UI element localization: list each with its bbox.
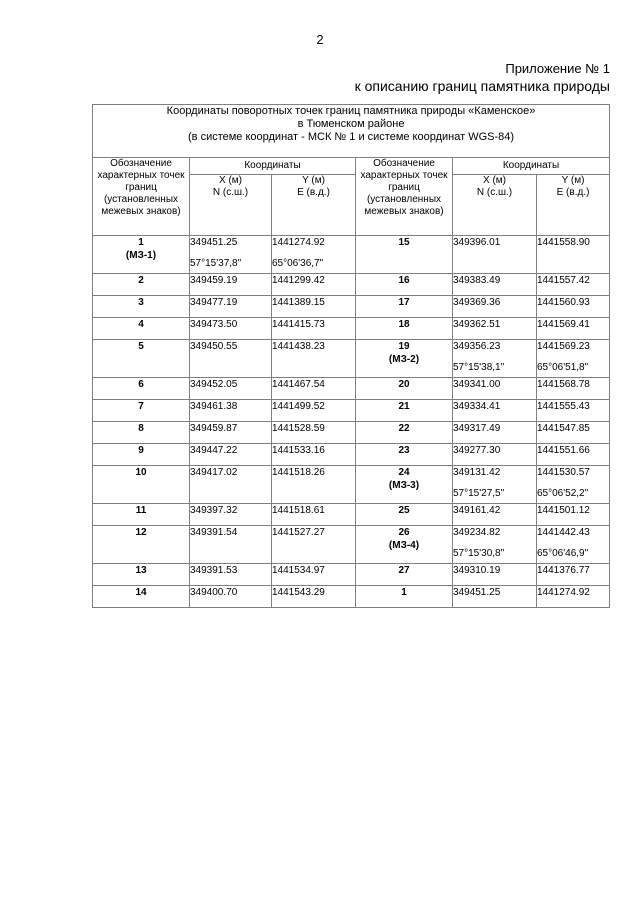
x-value-right — [453, 466, 537, 504]
point-id-right — [356, 504, 453, 526]
table-row — [93, 340, 610, 378]
y-value-right — [537, 526, 610, 564]
marker-label: (МЗ-3) — [388, 480, 420, 491]
y-value-left — [272, 564, 356, 586]
table-row — [93, 422, 610, 444]
point-number: 25 — [398, 505, 410, 516]
point-id-right — [356, 236, 453, 274]
y-coordinate: 1441534.97 — [272, 565, 325, 576]
point-number: 2 — [138, 275, 144, 286]
point-number: 5 — [138, 341, 144, 352]
table-row — [93, 504, 610, 526]
point-number: 19 — [398, 341, 410, 352]
y-value-right — [537, 378, 610, 400]
longitude: 65°06'51,8" — [537, 362, 589, 373]
y-coordinate: 1441499.52 — [272, 401, 325, 412]
point-id-right — [356, 564, 453, 586]
point-id-left — [93, 400, 190, 422]
x-value-right — [453, 318, 537, 340]
x-coordinate: 349477.19 — [190, 297, 238, 308]
point-number: 11 — [135, 505, 147, 516]
table-row — [93, 400, 610, 422]
x-coordinate: 349447.22 — [190, 445, 238, 456]
y-value-right — [537, 296, 610, 318]
x-coordinate: 349391.53 — [190, 565, 238, 576]
header-x-sub: N (с.ш.) — [476, 187, 513, 198]
header-coords-left: Координаты — [190, 158, 356, 175]
x-coordinate: 349452.05 — [190, 379, 238, 390]
x-value-left — [190, 274, 272, 296]
point-number: 7 — [138, 401, 144, 412]
x-value-right — [453, 400, 537, 422]
point-id-right — [356, 444, 453, 466]
header-x-label: X (м) — [483, 175, 506, 186]
y-coordinate: 1441415.73 — [272, 319, 325, 330]
x-value-left — [190, 444, 272, 466]
y-coordinate: 1441518.61 — [272, 505, 325, 516]
point-id-left — [93, 236, 190, 274]
y-value-left — [272, 444, 356, 466]
y-value-right — [537, 318, 610, 340]
header-y-right — [537, 175, 610, 236]
point-number: 18 — [398, 319, 410, 330]
x-value-left — [190, 586, 272, 608]
x-coordinate: 349161.42 — [453, 505, 501, 516]
header-point-left: Обозначение характерных точек границ (установленных межевых знаков) — [93, 158, 190, 236]
x-coordinate: 349473.50 — [190, 319, 238, 330]
point-id-left — [93, 318, 190, 340]
table-row — [93, 236, 610, 274]
x-coordinate: 349397.32 — [190, 505, 238, 516]
y-value-right — [537, 504, 610, 526]
table-row — [93, 296, 610, 318]
longitude: 65°06'46,9" — [537, 548, 589, 559]
point-number: 13 — [135, 565, 147, 576]
point-id-right — [356, 466, 453, 504]
x-coordinate: 349461.38 — [190, 401, 238, 412]
y-coordinate: 1441389.15 — [272, 297, 325, 308]
y-value-right — [537, 274, 610, 296]
point-id-left — [93, 466, 190, 504]
header-x-left — [190, 175, 272, 236]
x-coordinate: 349362.51 — [453, 319, 501, 330]
x-value-right — [453, 564, 537, 586]
header-x-right — [453, 175, 537, 236]
y-coordinate: 1441501.12 — [537, 505, 590, 516]
point-id-right — [356, 340, 453, 378]
y-coordinate: 1441557.42 — [537, 275, 590, 286]
point-number: 12 — [135, 527, 147, 538]
point-id-right — [356, 318, 453, 340]
point-id-right — [356, 296, 453, 318]
y-coordinate: 1441299.42 — [272, 275, 325, 286]
table-row — [93, 318, 610, 340]
marker-label: (МЗ-1) — [125, 250, 157, 261]
x-value-left — [190, 400, 272, 422]
x-coordinate: 349451.25 — [190, 237, 238, 248]
x-value-left — [190, 422, 272, 444]
x-value-right — [453, 586, 537, 608]
y-value-right — [537, 422, 610, 444]
longitude: 65°06'52,2" — [537, 488, 589, 499]
x-coordinate: 349369.36 — [453, 297, 501, 308]
x-coordinate: 349310.19 — [453, 565, 501, 576]
point-id-left — [93, 504, 190, 526]
y-value-left — [272, 400, 356, 422]
x-coordinate: 349234.82 — [453, 527, 501, 538]
y-value-right — [537, 586, 610, 608]
y-value-left — [272, 274, 356, 296]
point-number: 15 — [398, 237, 410, 248]
y-value-right — [537, 400, 610, 422]
y-coordinate: 1441274.92 — [537, 587, 590, 598]
x-coordinate: 349356.23 — [453, 341, 501, 352]
point-number: 17 — [398, 297, 410, 308]
x-value-left — [190, 378, 272, 400]
table-row — [93, 274, 610, 296]
point-id-left — [93, 586, 190, 608]
latitude: 57°15'27,5" — [453, 488, 505, 499]
x-value-left — [190, 296, 272, 318]
point-id-left — [93, 564, 190, 586]
caption-line-2: в Тюменском районе — [297, 118, 405, 130]
y-value-right — [537, 236, 610, 274]
appendix-header — [355, 60, 610, 95]
y-value-left — [272, 466, 356, 504]
y-coordinate: 1441530.57 — [537, 467, 590, 478]
point-id-right — [356, 422, 453, 444]
y-value-left — [272, 236, 356, 274]
caption-row — [93, 105, 610, 158]
point-id-right — [356, 274, 453, 296]
x-coordinate: 349451.25 — [453, 587, 501, 598]
point-number: 9 — [138, 445, 144, 456]
point-number: 26 — [398, 527, 410, 538]
point-number: 10 — [135, 467, 147, 478]
point-id-left — [93, 526, 190, 564]
y-coordinate: 1441568.78 — [537, 379, 590, 390]
longitude: 65°06'36,7" — [272, 258, 324, 269]
point-number: 3 — [138, 297, 144, 308]
y-coordinate: 1441442.43 — [537, 527, 590, 538]
x-coordinate: 349317.49 — [453, 423, 501, 434]
y-value-right — [537, 466, 610, 504]
y-coordinate: 1441467.54 — [272, 379, 325, 390]
latitude: 57°15'30,8" — [453, 548, 505, 559]
x-value-right — [453, 422, 537, 444]
x-value-left — [190, 504, 272, 526]
marker-label: (МЗ-2) — [388, 354, 420, 365]
y-coordinate: 1441533.16 — [272, 445, 325, 456]
table-caption — [93, 105, 610, 158]
x-coordinate: 349383.49 — [453, 275, 501, 286]
x-value-right — [453, 296, 537, 318]
x-coordinate: 349459.19 — [190, 275, 238, 286]
header-y-label: Y (м) — [561, 175, 585, 186]
header-y-label: Y (м) — [302, 175, 325, 186]
point-number: 1 — [401, 587, 407, 598]
point-number: 4 — [138, 319, 144, 330]
page-number: 2 — [316, 32, 324, 47]
point-id-left — [93, 274, 190, 296]
y-coordinate: 1441560.93 — [537, 297, 590, 308]
x-coordinate: 349334.41 — [453, 401, 501, 412]
header-x-sub: N (с.ш.) — [212, 187, 249, 198]
coordinates-table — [92, 104, 610, 608]
header-y-sub: E (в.д.) — [297, 187, 330, 198]
x-value-left — [190, 236, 272, 274]
point-number: 22 — [398, 423, 410, 434]
y-coordinate: 1441558.90 — [537, 237, 590, 248]
x-coordinate: 349396.01 — [453, 237, 501, 248]
y-coordinate: 1441527.27 — [272, 527, 325, 538]
caption-line-3: (в системе координат - МСК № 1 и системе координат WGS-84) — [188, 131, 515, 143]
point-number: 24 — [398, 467, 410, 478]
y-value-left — [272, 422, 356, 444]
y-coordinate: 1441569.41 — [537, 319, 590, 330]
x-value-right — [453, 274, 537, 296]
y-value-left — [272, 504, 356, 526]
y-value-left — [272, 340, 356, 378]
point-number: 23 — [398, 445, 410, 456]
point-number: 8 — [138, 423, 144, 434]
x-coordinate: 349341.00 — [453, 379, 501, 390]
y-value-left — [272, 378, 356, 400]
appendix-title: Приложение № 1 — [505, 61, 610, 76]
y-value-right — [537, 444, 610, 466]
point-id-right — [356, 526, 453, 564]
x-value-right — [453, 340, 537, 378]
x-coordinate: 349459.87 — [190, 423, 238, 434]
y-coordinate: 1441376.77 — [537, 565, 590, 576]
x-coordinate: 349277.30 — [453, 445, 501, 456]
table-row — [93, 586, 610, 608]
latitude: 57°15'38,1" — [453, 362, 505, 373]
point-number: 20 — [398, 379, 410, 390]
x-value-left — [190, 340, 272, 378]
point-number: 16 — [398, 275, 410, 286]
x-value-left — [190, 564, 272, 586]
point-id-left — [93, 378, 190, 400]
header-row-1 — [93, 158, 610, 175]
point-number: 21 — [398, 401, 410, 412]
y-value-left — [272, 296, 356, 318]
x-coordinate: 349450.55 — [190, 341, 238, 352]
point-id-left — [93, 296, 190, 318]
point-id-right — [356, 378, 453, 400]
point-number: 14 — [135, 587, 147, 598]
point-id-left — [93, 444, 190, 466]
header-y-sub: E (в.д.) — [556, 187, 590, 198]
y-coordinate: 1441518.26 — [272, 467, 325, 478]
y-coordinate: 1441555.43 — [537, 401, 590, 412]
x-value-right — [453, 378, 537, 400]
header-coords-right: Координаты — [453, 158, 610, 175]
y-value-left — [272, 318, 356, 340]
y-value-right — [537, 340, 610, 378]
y-coordinate: 1441543.29 — [272, 587, 325, 598]
point-number: 1 — [138, 237, 144, 248]
point-id-left — [93, 340, 190, 378]
point-number: 6 — [138, 379, 144, 390]
x-value-left — [190, 318, 272, 340]
y-coordinate: 1441274.92 — [272, 237, 325, 248]
x-coordinate: 349131.42 — [453, 467, 501, 478]
table-row — [93, 466, 610, 504]
marker-label: (МЗ-4) — [388, 540, 420, 551]
latitude: 57°15'37,8" — [190, 258, 242, 269]
x-value-left — [190, 526, 272, 564]
x-value-right — [453, 444, 537, 466]
y-value-left — [272, 586, 356, 608]
y-coordinate: 1441551.66 — [537, 445, 590, 456]
y-coordinate: 1441569.23 — [537, 341, 590, 352]
x-value-right — [453, 504, 537, 526]
x-value-left — [190, 466, 272, 504]
table-row — [93, 564, 610, 586]
header-x-label: X (м) — [219, 175, 242, 186]
x-coordinate: 349391.54 — [190, 527, 238, 538]
point-number: 27 — [398, 565, 410, 576]
x-value-right — [453, 526, 537, 564]
y-coordinate: 1441547.85 — [537, 423, 590, 434]
point-id-right — [356, 400, 453, 422]
table-row — [93, 526, 610, 564]
y-value-left — [272, 526, 356, 564]
point-id-left — [93, 422, 190, 444]
x-coordinate: 349417.02 — [190, 467, 238, 478]
y-coordinate: 1441438.23 — [272, 341, 325, 352]
header-y-left — [272, 175, 356, 236]
caption-line-1: Координаты поворотных точек границ памятника природы «Каменское» — [166, 105, 536, 117]
table-row — [93, 378, 610, 400]
x-coordinate: 349400.70 — [190, 587, 238, 598]
header-point-right: Обозначение характерных точек границ (установленных межевых знаков) — [356, 158, 453, 236]
x-value-right — [453, 236, 537, 274]
table-row — [93, 444, 610, 466]
point-id-right — [356, 586, 453, 608]
y-coordinate: 1441528.59 — [272, 423, 325, 434]
y-value-right — [537, 564, 610, 586]
appendix-subtitle: к описанию границ памятника природы — [354, 78, 610, 94]
